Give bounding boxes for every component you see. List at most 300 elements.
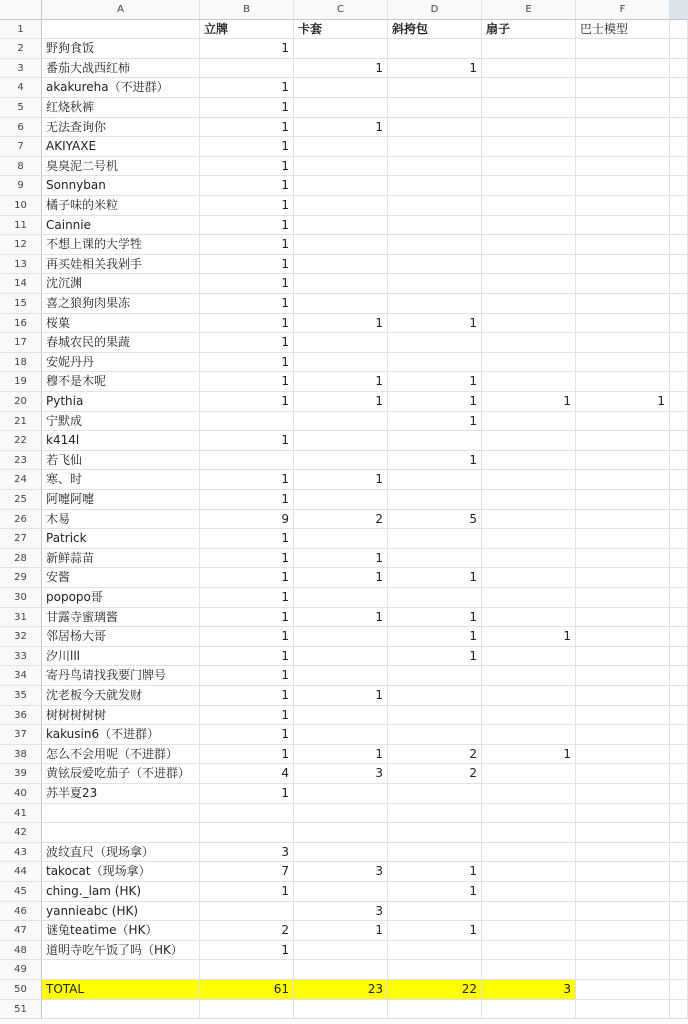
- cell-a[interactable]: yannieabc (HK): [42, 902, 200, 922]
- cell-a[interactable]: 野狗食饭: [42, 39, 200, 59]
- cell-e[interactable]: [482, 333, 576, 353]
- cell-c[interactable]: 3: [294, 902, 388, 922]
- row-header[interactable]: 33: [0, 647, 42, 667]
- cell-d[interactable]: [388, 431, 482, 451]
- cell-b[interactable]: [200, 59, 294, 79]
- column-header-a[interactable]: A: [42, 0, 200, 20]
- row-header[interactable]: 9: [0, 176, 42, 196]
- row-header[interactable]: 16: [0, 314, 42, 334]
- cell-f[interactable]: [576, 921, 670, 941]
- cell-g[interactable]: [670, 843, 688, 863]
- cell-g[interactable]: [670, 59, 688, 79]
- cell-g[interactable]: [670, 216, 688, 236]
- cell-c[interactable]: [294, 960, 388, 980]
- cell-e[interactable]: [482, 941, 576, 961]
- cell-g[interactable]: [670, 314, 688, 334]
- cell-f[interactable]: [576, 568, 670, 588]
- cell-d[interactable]: 1: [388, 862, 482, 882]
- cell-d[interactable]: [388, 196, 482, 216]
- cell-a[interactable]: kakusin6（不进群）: [42, 725, 200, 745]
- cell-f[interactable]: [576, 706, 670, 726]
- cell-d[interactable]: 1: [388, 451, 482, 471]
- cell-a[interactable]: k414l: [42, 431, 200, 451]
- cell-a[interactable]: 阿嚏阿嚏: [42, 490, 200, 510]
- cell-a[interactable]: [42, 823, 200, 843]
- cell-e[interactable]: [482, 843, 576, 863]
- cell-d[interactable]: [388, 176, 482, 196]
- cell-b[interactable]: 1: [200, 137, 294, 157]
- cell-f[interactable]: [576, 588, 670, 608]
- cell-a[interactable]: 道明寺吃午饭了吗（HK）: [42, 941, 200, 961]
- row-header[interactable]: 6: [0, 118, 42, 138]
- cell-f[interactable]: [576, 157, 670, 177]
- cell-a[interactable]: 寄丹鸟请找我要门牌号: [42, 666, 200, 686]
- cell-c[interactable]: [294, 39, 388, 59]
- cell-c[interactable]: 1: [294, 118, 388, 138]
- cell-e[interactable]: [482, 568, 576, 588]
- cell-c[interactable]: [294, 666, 388, 686]
- cell-e[interactable]: 3: [482, 980, 576, 1000]
- column-header-b[interactable]: B: [200, 0, 294, 20]
- cell-f[interactable]: [576, 274, 670, 294]
- cell-c[interactable]: 2: [294, 510, 388, 530]
- cell-g[interactable]: [670, 157, 688, 177]
- cell-c[interactable]: 1: [294, 568, 388, 588]
- cell-d[interactable]: [388, 666, 482, 686]
- cell-a[interactable]: [42, 1000, 200, 1020]
- cell-f[interactable]: [576, 784, 670, 804]
- cell-b[interactable]: 2: [200, 921, 294, 941]
- cell-f[interactable]: [576, 451, 670, 471]
- cell-b[interactable]: 1: [200, 549, 294, 569]
- cell-e[interactable]: [482, 137, 576, 157]
- cell-d[interactable]: [388, 118, 482, 138]
- cell-b[interactable]: 1: [200, 196, 294, 216]
- cell-f[interactable]: 1: [576, 392, 670, 412]
- row-header[interactable]: 5: [0, 98, 42, 118]
- cell-f[interactable]: [576, 627, 670, 647]
- cell-d[interactable]: [388, 843, 482, 863]
- cell-b[interactable]: 1: [200, 235, 294, 255]
- cell-d[interactable]: [388, 157, 482, 177]
- cell-d[interactable]: 1: [388, 921, 482, 941]
- cell-d[interactable]: 1: [388, 314, 482, 334]
- cell-a[interactable]: TOTAL: [42, 980, 200, 1000]
- cell-e[interactable]: 1: [482, 745, 576, 765]
- cell-e[interactable]: [482, 78, 576, 98]
- cell-b[interactable]: 1: [200, 941, 294, 961]
- cell-g[interactable]: [670, 647, 688, 667]
- cell-a[interactable]: 无法查询你: [42, 118, 200, 138]
- cell-f[interactable]: [576, 470, 670, 490]
- cell-c[interactable]: 1: [294, 314, 388, 334]
- cell-c[interactable]: [294, 1000, 388, 1020]
- cell-f[interactable]: [576, 412, 670, 432]
- cell-f[interactable]: [576, 353, 670, 373]
- row-header[interactable]: 48: [0, 941, 42, 961]
- cell-c[interactable]: 3: [294, 764, 388, 784]
- cell-b[interactable]: [200, 960, 294, 980]
- cell-d[interactable]: [388, 39, 482, 59]
- cell-f[interactable]: [576, 510, 670, 530]
- cell-e[interactable]: [482, 784, 576, 804]
- cell-c[interactable]: [294, 843, 388, 863]
- cell-g[interactable]: [670, 627, 688, 647]
- cell-b[interactable]: 1: [200, 78, 294, 98]
- cell-g[interactable]: [670, 98, 688, 118]
- cell-d[interactable]: [388, 529, 482, 549]
- cell-g[interactable]: [670, 725, 688, 745]
- row-header[interactable]: 29: [0, 568, 42, 588]
- row-header[interactable]: 14: [0, 274, 42, 294]
- row-header[interactable]: 34: [0, 666, 42, 686]
- cell-d[interactable]: [388, 588, 482, 608]
- cell-g[interactable]: [670, 764, 688, 784]
- cell-e[interactable]: [482, 902, 576, 922]
- cell-c[interactable]: [294, 78, 388, 98]
- cell-g[interactable]: [670, 588, 688, 608]
- cell-g[interactable]: [670, 392, 688, 412]
- cell-c[interactable]: 1: [294, 392, 388, 412]
- cell-g[interactable]: [670, 902, 688, 922]
- cell-b[interactable]: 1: [200, 745, 294, 765]
- cell-a[interactable]: Cainnie: [42, 216, 200, 236]
- cell-b[interactable]: 1: [200, 98, 294, 118]
- cell-g[interactable]: [670, 235, 688, 255]
- cell-g[interactable]: [670, 568, 688, 588]
- cell-a[interactable]: Patrick: [42, 529, 200, 549]
- cell-f[interactable]: [576, 960, 670, 980]
- row-header[interactable]: 47: [0, 921, 42, 941]
- cell-c[interactable]: [294, 451, 388, 471]
- cell-a[interactable]: 红烧秋裤: [42, 98, 200, 118]
- cell-e[interactable]: [482, 39, 576, 59]
- cell-d[interactable]: 1: [388, 568, 482, 588]
- cell-g[interactable]: [670, 804, 688, 824]
- cell-e[interactable]: [482, 470, 576, 490]
- cell-d[interactable]: [388, 235, 482, 255]
- cell-e[interactable]: [482, 412, 576, 432]
- cell-b[interactable]: 1: [200, 784, 294, 804]
- column-header-g[interactable]: [670, 0, 688, 20]
- cell-e[interactable]: [482, 706, 576, 726]
- cell-g[interactable]: [670, 980, 688, 1000]
- cell-e[interactable]: 1: [482, 392, 576, 412]
- cell-e[interactable]: [482, 353, 576, 373]
- cell-c[interactable]: 1: [294, 59, 388, 79]
- cell-e[interactable]: [482, 314, 576, 334]
- cell-g[interactable]: [670, 412, 688, 432]
- cell-e[interactable]: [482, 176, 576, 196]
- cell-e[interactable]: [482, 1000, 576, 1020]
- cell-c[interactable]: [294, 353, 388, 373]
- cell-a[interactable]: 再买娃相关我剁手: [42, 255, 200, 275]
- cell-e[interactable]: [482, 588, 576, 608]
- cell-c[interactable]: [294, 823, 388, 843]
- cell-c[interactable]: [294, 725, 388, 745]
- cell-d[interactable]: [388, 1000, 482, 1020]
- cell-d[interactable]: [388, 960, 482, 980]
- cell-f[interactable]: [576, 725, 670, 745]
- select-all-corner[interactable]: [0, 0, 42, 20]
- cell-b[interactable]: 1: [200, 353, 294, 373]
- column-header-d[interactable]: D: [388, 0, 482, 20]
- cell-c[interactable]: [294, 627, 388, 647]
- cell-f[interactable]: [576, 490, 670, 510]
- cell-b[interactable]: 1: [200, 294, 294, 314]
- cell-c[interactable]: [294, 196, 388, 216]
- cell-f[interactable]: [576, 882, 670, 902]
- cell-a[interactable]: 木易: [42, 510, 200, 530]
- row-header[interactable]: 17: [0, 333, 42, 353]
- cell-a[interactable]: 新鲜蒜苗: [42, 549, 200, 569]
- row-header[interactable]: 18: [0, 353, 42, 373]
- cell-f[interactable]: [576, 255, 670, 275]
- cell-b[interactable]: 3: [200, 843, 294, 863]
- cell-f[interactable]: [576, 39, 670, 59]
- cell-g[interactable]: [670, 941, 688, 961]
- cell-a[interactable]: 橘子味的米粒: [42, 196, 200, 216]
- row-header[interactable]: 13: [0, 255, 42, 275]
- cell-c[interactable]: [294, 490, 388, 510]
- header-cell-f[interactable]: 巴士模型: [576, 20, 670, 40]
- cell-e[interactable]: [482, 59, 576, 79]
- cell-d[interactable]: [388, 823, 482, 843]
- cell-b[interactable]: 1: [200, 470, 294, 490]
- cell-d[interactable]: [388, 549, 482, 569]
- cell-e[interactable]: [482, 510, 576, 530]
- cell-g[interactable]: [670, 823, 688, 843]
- cell-b[interactable]: 1: [200, 333, 294, 353]
- header-cell-a[interactable]: [42, 20, 200, 40]
- cell-d[interactable]: [388, 216, 482, 236]
- cell-d[interactable]: [388, 686, 482, 706]
- cell-g[interactable]: [670, 294, 688, 314]
- cell-f[interactable]: [576, 1000, 670, 1020]
- cell-a[interactable]: 邻居杨大哥: [42, 627, 200, 647]
- cell-f[interactable]: [576, 823, 670, 843]
- cell-g[interactable]: [670, 666, 688, 686]
- cell-g[interactable]: [670, 745, 688, 765]
- row-header[interactable]: 38: [0, 745, 42, 765]
- cell-c[interactable]: [294, 647, 388, 667]
- cell-a[interactable]: 桜菓: [42, 314, 200, 334]
- cell-c[interactable]: [294, 255, 388, 275]
- cell-e[interactable]: [482, 529, 576, 549]
- cell-g[interactable]: [670, 353, 688, 373]
- cell-d[interactable]: [388, 725, 482, 745]
- cell-f[interactable]: [576, 862, 670, 882]
- cell-g[interactable]: [670, 255, 688, 275]
- cell-a[interactable]: 喜之狼狗肉果冻: [42, 294, 200, 314]
- cell-e[interactable]: [482, 157, 576, 177]
- cell-f[interactable]: [576, 941, 670, 961]
- cell-c[interactable]: 1: [294, 686, 388, 706]
- cell-b[interactable]: 1: [200, 529, 294, 549]
- row-header[interactable]: 31: [0, 608, 42, 628]
- cell-a[interactable]: 沈沉渊: [42, 274, 200, 294]
- cell-a[interactable]: 若飞仙: [42, 451, 200, 471]
- cell-e[interactable]: [482, 216, 576, 236]
- row-header[interactable]: 12: [0, 235, 42, 255]
- cell-f[interactable]: [576, 372, 670, 392]
- cell-c[interactable]: [294, 294, 388, 314]
- cell-e[interactable]: [482, 490, 576, 510]
- cell-f[interactable]: [576, 529, 670, 549]
- cell-c[interactable]: [294, 412, 388, 432]
- cell-f[interactable]: [576, 764, 670, 784]
- row-header[interactable]: 23: [0, 451, 42, 471]
- cell-c[interactable]: 1: [294, 470, 388, 490]
- row-header[interactable]: 19: [0, 372, 42, 392]
- cell-b[interactable]: [200, 451, 294, 471]
- cell-b[interactable]: 1: [200, 627, 294, 647]
- cell-g[interactable]: [670, 39, 688, 59]
- cell-c[interactable]: [294, 235, 388, 255]
- cell-d[interactable]: 1: [388, 608, 482, 628]
- row-header[interactable]: 15: [0, 294, 42, 314]
- cell-c[interactable]: 1: [294, 372, 388, 392]
- cell-a[interactable]: [42, 804, 200, 824]
- cell-d[interactable]: 1: [388, 882, 482, 902]
- cell-b[interactable]: 1: [200, 176, 294, 196]
- cell-f[interactable]: [576, 98, 670, 118]
- cell-f[interactable]: [576, 235, 670, 255]
- header-cell-d[interactable]: 斜挎包: [388, 20, 482, 40]
- row-header[interactable]: 11: [0, 216, 42, 236]
- cell-e[interactable]: [482, 372, 576, 392]
- row-header[interactable]: 42: [0, 823, 42, 843]
- cell-f[interactable]: [576, 118, 670, 138]
- cell-b[interactable]: 1: [200, 431, 294, 451]
- cell-e[interactable]: [482, 549, 576, 569]
- cell-f[interactable]: [576, 647, 670, 667]
- cell-d[interactable]: [388, 490, 482, 510]
- cell-d[interactable]: 1: [388, 372, 482, 392]
- cell-b[interactable]: 1: [200, 706, 294, 726]
- cell-c[interactable]: [294, 588, 388, 608]
- cell-g[interactable]: [670, 372, 688, 392]
- cell-g[interactable]: [670, 960, 688, 980]
- cell-d[interactable]: 1: [388, 59, 482, 79]
- row-header[interactable]: 51: [0, 1000, 42, 1020]
- cell-b[interactable]: 1: [200, 392, 294, 412]
- cell-g[interactable]: [670, 608, 688, 628]
- cell-b[interactable]: 4: [200, 764, 294, 784]
- row-header[interactable]: 22: [0, 431, 42, 451]
- cell-e[interactable]: [482, 608, 576, 628]
- cell-e[interactable]: [482, 98, 576, 118]
- cell-c[interactable]: 1: [294, 549, 388, 569]
- cell-b[interactable]: [200, 902, 294, 922]
- cell-a[interactable]: 树树树树树: [42, 706, 200, 726]
- cell-e[interactable]: [482, 118, 576, 138]
- cell-c[interactable]: [294, 137, 388, 157]
- cell-e[interactable]: [482, 686, 576, 706]
- cell-b[interactable]: 1: [200, 490, 294, 510]
- cell-e[interactable]: [482, 451, 576, 471]
- cell-b[interactable]: 1: [200, 608, 294, 628]
- cell-b[interactable]: 1: [200, 647, 294, 667]
- cell-g[interactable]: [670, 137, 688, 157]
- cell-a[interactable]: 怎么不会用呢（不进群）: [42, 745, 200, 765]
- cell-f[interactable]: [576, 294, 670, 314]
- row-header[interactable]: 46: [0, 902, 42, 922]
- cell-e[interactable]: [482, 823, 576, 843]
- row-header[interactable]: 20: [0, 392, 42, 412]
- cell-c[interactable]: [294, 431, 388, 451]
- cell-f[interactable]: [576, 608, 670, 628]
- row-header[interactable]: 25: [0, 490, 42, 510]
- cell-d[interactable]: [388, 98, 482, 118]
- cell-d[interactable]: 22: [388, 980, 482, 1000]
- cell-e[interactable]: [482, 960, 576, 980]
- row-header[interactable]: 1: [0, 20, 42, 40]
- cell-f[interactable]: [576, 176, 670, 196]
- cell-c[interactable]: 1: [294, 745, 388, 765]
- cell-c[interactable]: [294, 882, 388, 902]
- cell-f[interactable]: [576, 902, 670, 922]
- cell-a[interactable]: akakureha（不进群）: [42, 78, 200, 98]
- cell-a[interactable]: 安酱: [42, 568, 200, 588]
- cell-c[interactable]: [294, 784, 388, 804]
- cell-b[interactable]: 1: [200, 686, 294, 706]
- row-header[interactable]: 49: [0, 960, 42, 980]
- cell-c[interactable]: [294, 529, 388, 549]
- cell-a[interactable]: popopo哥: [42, 588, 200, 608]
- cell-f[interactable]: [576, 804, 670, 824]
- cell-f[interactable]: [576, 314, 670, 334]
- cell-g[interactable]: [670, 784, 688, 804]
- cell-c[interactable]: 1: [294, 608, 388, 628]
- cell-c[interactable]: 23: [294, 980, 388, 1000]
- row-header[interactable]: 4: [0, 78, 42, 98]
- cell-g[interactable]: [670, 176, 688, 196]
- cell-c[interactable]: [294, 157, 388, 177]
- cell-c[interactable]: [294, 98, 388, 118]
- cell-a[interactable]: AKIYAXE: [42, 137, 200, 157]
- cell-a[interactable]: 番茄大战西红柿: [42, 59, 200, 79]
- cell-b[interactable]: 1: [200, 255, 294, 275]
- cell-g[interactable]: [670, 529, 688, 549]
- cell-b[interactable]: 1: [200, 157, 294, 177]
- cell-f[interactable]: [576, 196, 670, 216]
- cell-g[interactable]: [670, 78, 688, 98]
- cell-d[interactable]: [388, 902, 482, 922]
- cell-g[interactable]: [670, 549, 688, 569]
- cell-f[interactable]: [576, 980, 670, 1000]
- cell-b[interactable]: 1: [200, 725, 294, 745]
- cell-a[interactable]: 黄铉辰爱吃茄子（不进群）: [42, 764, 200, 784]
- cell-e[interactable]: 1: [482, 627, 576, 647]
- cell-a[interactable]: 臭臭泥二号机: [42, 157, 200, 177]
- cell-g[interactable]: [670, 510, 688, 530]
- cell-e[interactable]: [482, 666, 576, 686]
- cell-e[interactable]: [482, 804, 576, 824]
- cell-f[interactable]: [576, 333, 670, 353]
- cell-d[interactable]: 1: [388, 392, 482, 412]
- row-header[interactable]: 44: [0, 862, 42, 882]
- cell-g[interactable]: [670, 1000, 688, 1020]
- cell-d[interactable]: [388, 706, 482, 726]
- cell-e[interactable]: [482, 725, 576, 745]
- cell-g[interactable]: [670, 921, 688, 941]
- header-cell-e[interactable]: 扇子: [482, 20, 576, 40]
- cell-a[interactable]: 宁默成: [42, 412, 200, 432]
- cell-d[interactable]: 2: [388, 764, 482, 784]
- cell-b[interactable]: 9: [200, 510, 294, 530]
- cell-e[interactable]: [482, 255, 576, 275]
